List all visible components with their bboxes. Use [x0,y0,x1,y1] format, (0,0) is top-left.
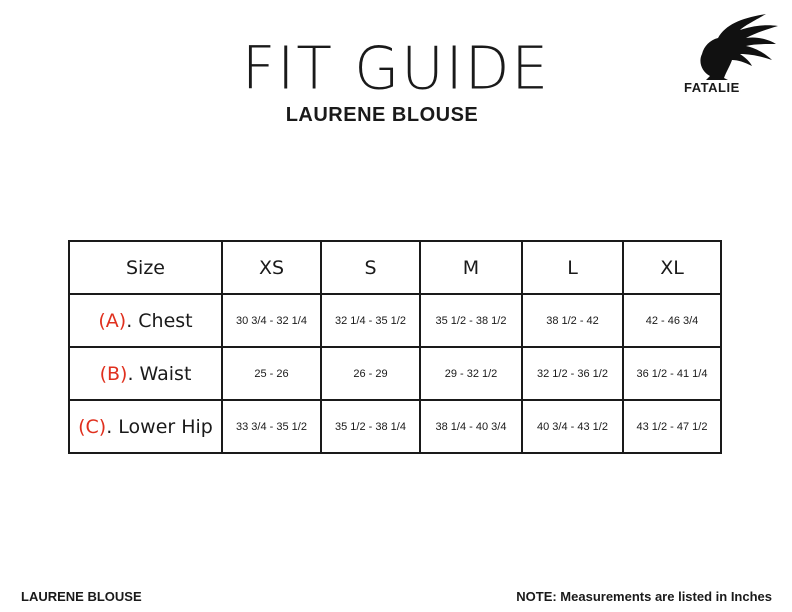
chest-s: 32 1/4 - 35 1/2 [321,294,420,347]
chest-xs: 30 3/4 - 32 1/4 [222,294,321,347]
lower-hip-m: 38 1/4 - 40 3/4 [420,400,522,453]
lower-hip-label: (C). Lower Hip [69,400,222,453]
size-xl-header: XL [623,241,721,294]
waist-s: 26 - 29 [321,347,420,400]
chest-l: 38 1/2 - 42 [522,294,623,347]
size-m-header: M [420,241,522,294]
table-row [69,400,721,453]
size-s-header: S [321,241,420,294]
lower-hip-l: 40 3/4 - 43 1/2 [522,400,623,453]
chest-xl: 42 - 46 3/4 [623,294,721,347]
table-row [69,347,721,400]
lower-hip-xs: 33 3/4 - 35 1/2 [222,400,321,453]
chest-m: 35 1/2 - 38 1/2 [420,294,522,347]
chest-label: (A). Chest [69,294,222,347]
waist-m: 29 - 32 1/2 [420,347,522,400]
size-header: Size [69,241,222,294]
brand-logo-text: FATALIE [684,80,740,95]
waist-l: 32 1/2 - 36 1/2 [522,347,623,400]
lower-hip-s: 35 1/2 - 38 1/4 [321,400,420,453]
page-subtitle: LAURENE BLOUSE [285,104,479,126]
lower-hip-xl: 43 1/2 - 47 1/2 [623,400,721,453]
page-title: FIT GUIDE [241,33,551,103]
footer-note: NOTE: Measurements are listed in Inches [516,589,772,604]
table-row [69,294,721,347]
size-l-header: L [522,241,623,294]
table-header-row [69,241,721,294]
footer-product-name: LAURENE BLOUSE [21,589,142,604]
waist-xl: 36 1/2 - 41 1/4 [623,347,721,400]
fit-guide-table [68,240,722,454]
waist-xs: 25 - 26 [222,347,321,400]
waist-label: (B). Waist [69,347,222,400]
size-xs-header: XS [222,241,321,294]
